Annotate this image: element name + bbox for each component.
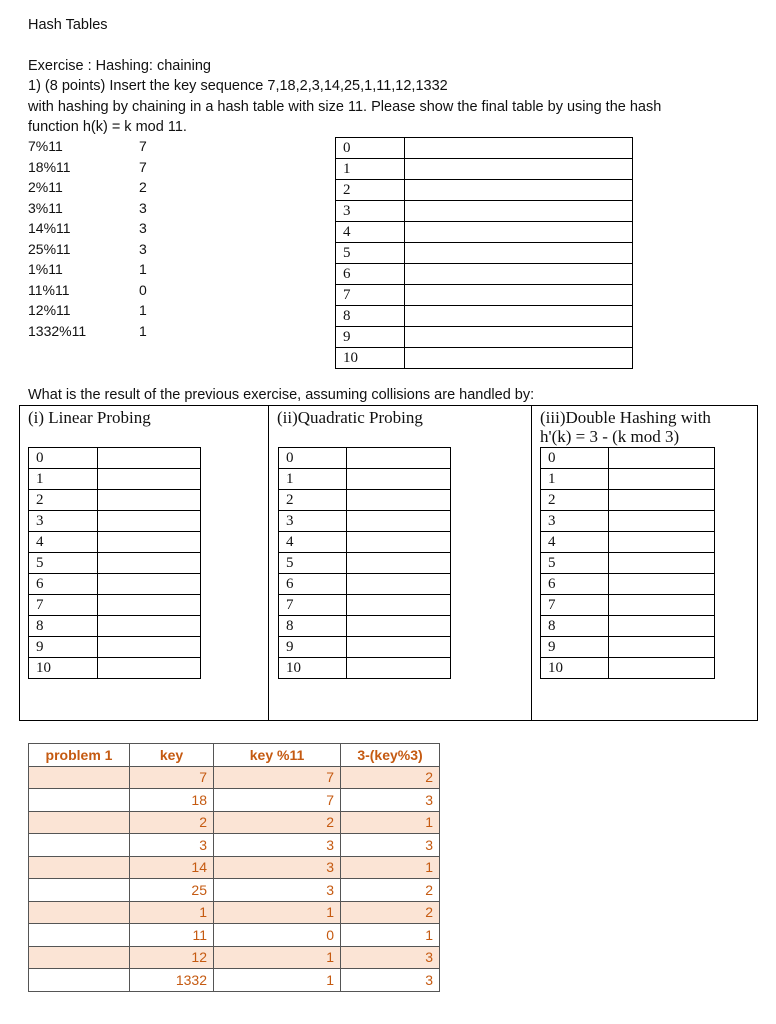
table-row: [29, 766, 440, 789]
slot-index: 2: [541, 490, 609, 511]
slot-value[interactable]: [609, 553, 715, 574]
slot-value[interactable]: [405, 306, 633, 327]
slot-value[interactable]: [609, 616, 715, 637]
hash-slot-row: [336, 138, 633, 159]
cell: 0: [214, 924, 341, 947]
slot-value[interactable]: [405, 222, 633, 243]
hash-slot-row: [279, 511, 451, 532]
exercise-line-3: function h(k) = k mod 11.: [28, 119, 187, 135]
calc-result: 3: [139, 199, 147, 216]
cell: 2: [214, 811, 341, 834]
slot-value[interactable]: [98, 532, 201, 553]
cell: 25: [130, 879, 214, 902]
cell: 3: [341, 969, 440, 992]
slot-index: 3: [336, 201, 405, 222]
slot-index: 5: [541, 553, 609, 574]
cell: 12: [130, 946, 214, 969]
linear-probing-table: [28, 447, 201, 679]
slot-value[interactable]: [347, 574, 451, 595]
slot-index: 10: [279, 658, 347, 679]
slot-value[interactable]: [98, 595, 201, 616]
hash-slot-row: [29, 574, 201, 595]
cell: [29, 811, 130, 834]
slot-value[interactable]: [405, 348, 633, 369]
calc-result: 3: [139, 240, 147, 257]
hash-slot-row: [279, 595, 451, 616]
slot-value[interactable]: [609, 658, 715, 679]
cell: 1: [341, 924, 440, 947]
calc-expr: 7%11: [28, 138, 63, 154]
hash-slot-row: [29, 553, 201, 574]
slot-value[interactable]: [405, 159, 633, 180]
table-row: [29, 901, 440, 924]
hash-slot-row: [29, 616, 201, 637]
slot-index: 8: [29, 616, 98, 637]
hash-slot-row: [541, 532, 715, 553]
calc-result: 2: [139, 179, 147, 195]
hash-slot-row: [279, 532, 451, 553]
table-row: [29, 879, 440, 902]
calc-expr: 2%11: [28, 179, 63, 195]
slot-index: 3: [541, 511, 609, 532]
slot-value[interactable]: [347, 595, 451, 616]
cell: [29, 879, 130, 902]
slot-value[interactable]: [347, 637, 451, 658]
calc-expr: 3%11: [28, 199, 63, 216]
cell: 2: [341, 901, 440, 924]
slot-index: 5: [279, 553, 347, 574]
cell: [29, 946, 130, 969]
slot-value[interactable]: [609, 574, 715, 595]
slot-value[interactable]: [405, 138, 633, 159]
header-key-mod: key %11: [214, 744, 341, 767]
cell: 3: [341, 789, 440, 812]
hash-slot-row: [279, 553, 451, 574]
slot-value[interactable]: [98, 658, 201, 679]
exercise-line-2: with hashing by chaining in a hash table with size 11. Please show the final table by using the hash: [28, 99, 662, 115]
slot-index: 8: [541, 616, 609, 637]
slot-value[interactable]: [347, 658, 451, 679]
slot-index: 10: [29, 658, 98, 679]
cell: 1332: [130, 969, 214, 992]
slot-index: 3: [29, 511, 98, 532]
slot-value[interactable]: [609, 595, 715, 616]
cell: 1: [214, 946, 341, 969]
hash-slot-row: [541, 658, 715, 679]
cell: 3: [214, 834, 341, 857]
table-row: [29, 969, 440, 992]
hash-slot-row: [29, 595, 201, 616]
slot-index: 9: [541, 637, 609, 658]
collision-question: What is the result of the previous exercise, assuming collisions are handled by:: [28, 387, 535, 403]
quadratic-probing-heading: (ii)Quadratic Probing: [277, 408, 423, 427]
hash-slot-row: [29, 658, 201, 679]
calc-expr: 11%11: [28, 281, 70, 298]
calc-expr: 1%11: [28, 261, 63, 277]
calc-result: 1: [139, 302, 147, 318]
cell: [29, 969, 130, 992]
hash-slot-row: [279, 616, 451, 637]
hash-slot-row: [279, 637, 451, 658]
table-row: [29, 856, 440, 879]
cell: [29, 834, 130, 857]
cell: 1: [341, 811, 440, 834]
linear-probing-heading: (i) Linear Probing: [28, 408, 151, 427]
problem-table-header: [29, 744, 440, 767]
header-problem: problem 1: [29, 744, 130, 767]
cell: 1: [341, 856, 440, 879]
slot-index: 9: [336, 327, 405, 348]
slot-value[interactable]: [347, 511, 451, 532]
slot-index: 1: [336, 159, 405, 180]
cell: [29, 789, 130, 812]
hash-slot-row: [336, 264, 633, 285]
slot-index: 5: [336, 243, 405, 264]
slot-value[interactable]: [98, 469, 201, 490]
problem-table: [28, 743, 440, 992]
hash-slot-row: [336, 285, 633, 306]
hash-slot-row: [541, 469, 715, 490]
slot-value[interactable]: [405, 285, 633, 306]
calc-result: 1: [139, 322, 147, 339]
slot-index: 4: [279, 532, 347, 553]
slot-value[interactable]: [347, 532, 451, 553]
slot-value[interactable]: [98, 553, 201, 574]
cell: [29, 901, 130, 924]
slot-index: 4: [336, 222, 405, 243]
slot-value[interactable]: [609, 469, 715, 490]
slot-value[interactable]: [609, 448, 715, 469]
slot-index: 6: [279, 574, 347, 595]
cell: [29, 924, 130, 947]
slot-index: 0: [29, 448, 98, 469]
slot-index: 8: [336, 306, 405, 327]
slot-value[interactable]: [347, 616, 451, 637]
hash-slot-row: [29, 469, 201, 490]
hash-slot-row: [541, 490, 715, 511]
slot-index: 2: [279, 490, 347, 511]
slot-index: 1: [29, 469, 98, 490]
cell: 2: [341, 766, 440, 789]
hash-slot-row: [279, 574, 451, 595]
hash-slot-row: [279, 448, 451, 469]
double-hashing-table: [540, 447, 715, 679]
cell: 1: [130, 901, 214, 924]
hash-slot-row: [29, 490, 201, 511]
hash-slot-row: [336, 159, 633, 180]
slot-value[interactable]: [98, 490, 201, 511]
slot-index: 0: [336, 138, 405, 159]
hash-slot-row: [336, 306, 633, 327]
table-row: [29, 811, 440, 834]
slot-index: 7: [336, 285, 405, 306]
slot-value[interactable]: [98, 511, 201, 532]
hash-slot-row: [336, 222, 633, 243]
chaining-hash-table: [335, 137, 633, 369]
slot-value[interactable]: [347, 448, 451, 469]
header-key: key: [130, 744, 214, 767]
cell: [29, 766, 130, 789]
slot-value[interactable]: [98, 574, 201, 595]
calc-expr: 14%11: [28, 220, 71, 236]
calc-expr: 25%11: [28, 240, 71, 257]
cell: 3: [214, 879, 341, 902]
column-divider: [268, 405, 269, 721]
slot-value[interactable]: [609, 637, 715, 658]
slot-value[interactable]: [609, 511, 715, 532]
hash-slot-row: [336, 243, 633, 264]
table-row: [29, 834, 440, 857]
calc-expr: 18%11: [28, 158, 71, 175]
cell: 3: [341, 946, 440, 969]
calc-result: 1: [139, 261, 147, 277]
cell: 1: [214, 901, 341, 924]
calc-expr: 12%11: [28, 302, 71, 318]
slot-index: 6: [336, 264, 405, 285]
page-title: Hash Tables: [28, 17, 108, 33]
slot-index: 3: [279, 511, 347, 532]
cell: 3: [214, 856, 341, 879]
slot-index: 7: [29, 595, 98, 616]
slot-index: 1: [279, 469, 347, 490]
slot-index: 4: [541, 532, 609, 553]
slot-index: 10: [336, 348, 405, 369]
slot-index: 10: [541, 658, 609, 679]
slot-value[interactable]: [405, 327, 633, 348]
cell: [29, 856, 130, 879]
cell: 2: [130, 811, 214, 834]
slot-value[interactable]: [98, 448, 201, 469]
slot-index: 8: [279, 616, 347, 637]
slot-value[interactable]: [609, 490, 715, 511]
slot-value[interactable]: [98, 637, 201, 658]
hash-slot-row: [541, 574, 715, 595]
hash-slot-row: [541, 448, 715, 469]
slot-value[interactable]: [347, 469, 451, 490]
cell: 3: [341, 834, 440, 857]
hash-slot-row: [336, 201, 633, 222]
calc-result: 3: [139, 220, 147, 236]
cell: 3: [130, 834, 214, 857]
calc-result: 0: [139, 281, 147, 298]
hash-slot-row: [336, 348, 633, 369]
table-row: [29, 789, 440, 812]
hash-slot-row: [29, 637, 201, 658]
hash-slot-row: [279, 469, 451, 490]
cell: 7: [214, 789, 341, 812]
header-step: 3-(key%3): [341, 744, 440, 767]
slot-index: 9: [279, 637, 347, 658]
slot-index: 7: [541, 595, 609, 616]
slot-index: 5: [29, 553, 98, 574]
slot-index: 2: [336, 180, 405, 201]
cell: 14: [130, 856, 214, 879]
hash-slot-row: [541, 553, 715, 574]
hash-slot-row: [541, 616, 715, 637]
slot-index: 0: [279, 448, 347, 469]
slot-index: 1: [541, 469, 609, 490]
calc-expr: 1332%11: [28, 322, 87, 339]
hash-slot-row: [336, 180, 633, 201]
quadratic-probing-table: [278, 447, 451, 679]
cell: 7: [130, 766, 214, 789]
cell: 1: [214, 969, 341, 992]
exercise-heading: Exercise : Hashing: chaining: [28, 58, 211, 74]
double-hashing-function: h'(k) = 3 - (k mod 3): [540, 427, 680, 446]
hash-slot-row: [279, 658, 451, 679]
slot-index: 9: [29, 637, 98, 658]
double-hashing-heading: (iii)Double Hashing with: [540, 408, 711, 427]
slot-index: 4: [29, 532, 98, 553]
slot-index: 0: [541, 448, 609, 469]
hash-slot-row: [29, 532, 201, 553]
slot-index: 6: [29, 574, 98, 595]
cell: 18: [130, 789, 214, 812]
cell: 11: [130, 924, 214, 947]
slot-value[interactable]: [405, 264, 633, 285]
cell: 2: [341, 879, 440, 902]
hash-slot-row: [541, 595, 715, 616]
table-row: [29, 924, 440, 947]
slot-value[interactable]: [98, 616, 201, 637]
hash-slot-row: [336, 327, 633, 348]
slot-value[interactable]: [347, 490, 451, 511]
column-divider: [531, 405, 532, 721]
calc-result: 7: [139, 138, 147, 154]
slot-index: 7: [279, 595, 347, 616]
slot-value[interactable]: [405, 201, 633, 222]
slot-value[interactable]: [347, 553, 451, 574]
slot-value[interactable]: [405, 180, 633, 201]
slot-value[interactable]: [609, 532, 715, 553]
exercise-line-1: 1) (8 points) Insert the key sequence 7,18,2,3,14,25,1,11,12,1332: [28, 78, 448, 94]
hash-slot-row: [279, 490, 451, 511]
hash-slot-row: [541, 511, 715, 532]
slot-value[interactable]: [405, 243, 633, 264]
calc-result: 7: [139, 158, 147, 175]
table-row: [29, 946, 440, 969]
slot-index: 2: [29, 490, 98, 511]
hash-slot-row: [29, 511, 201, 532]
slot-index: 6: [541, 574, 609, 595]
cell: 7: [214, 766, 341, 789]
hash-slot-row: [29, 448, 201, 469]
hash-slot-row: [541, 637, 715, 658]
